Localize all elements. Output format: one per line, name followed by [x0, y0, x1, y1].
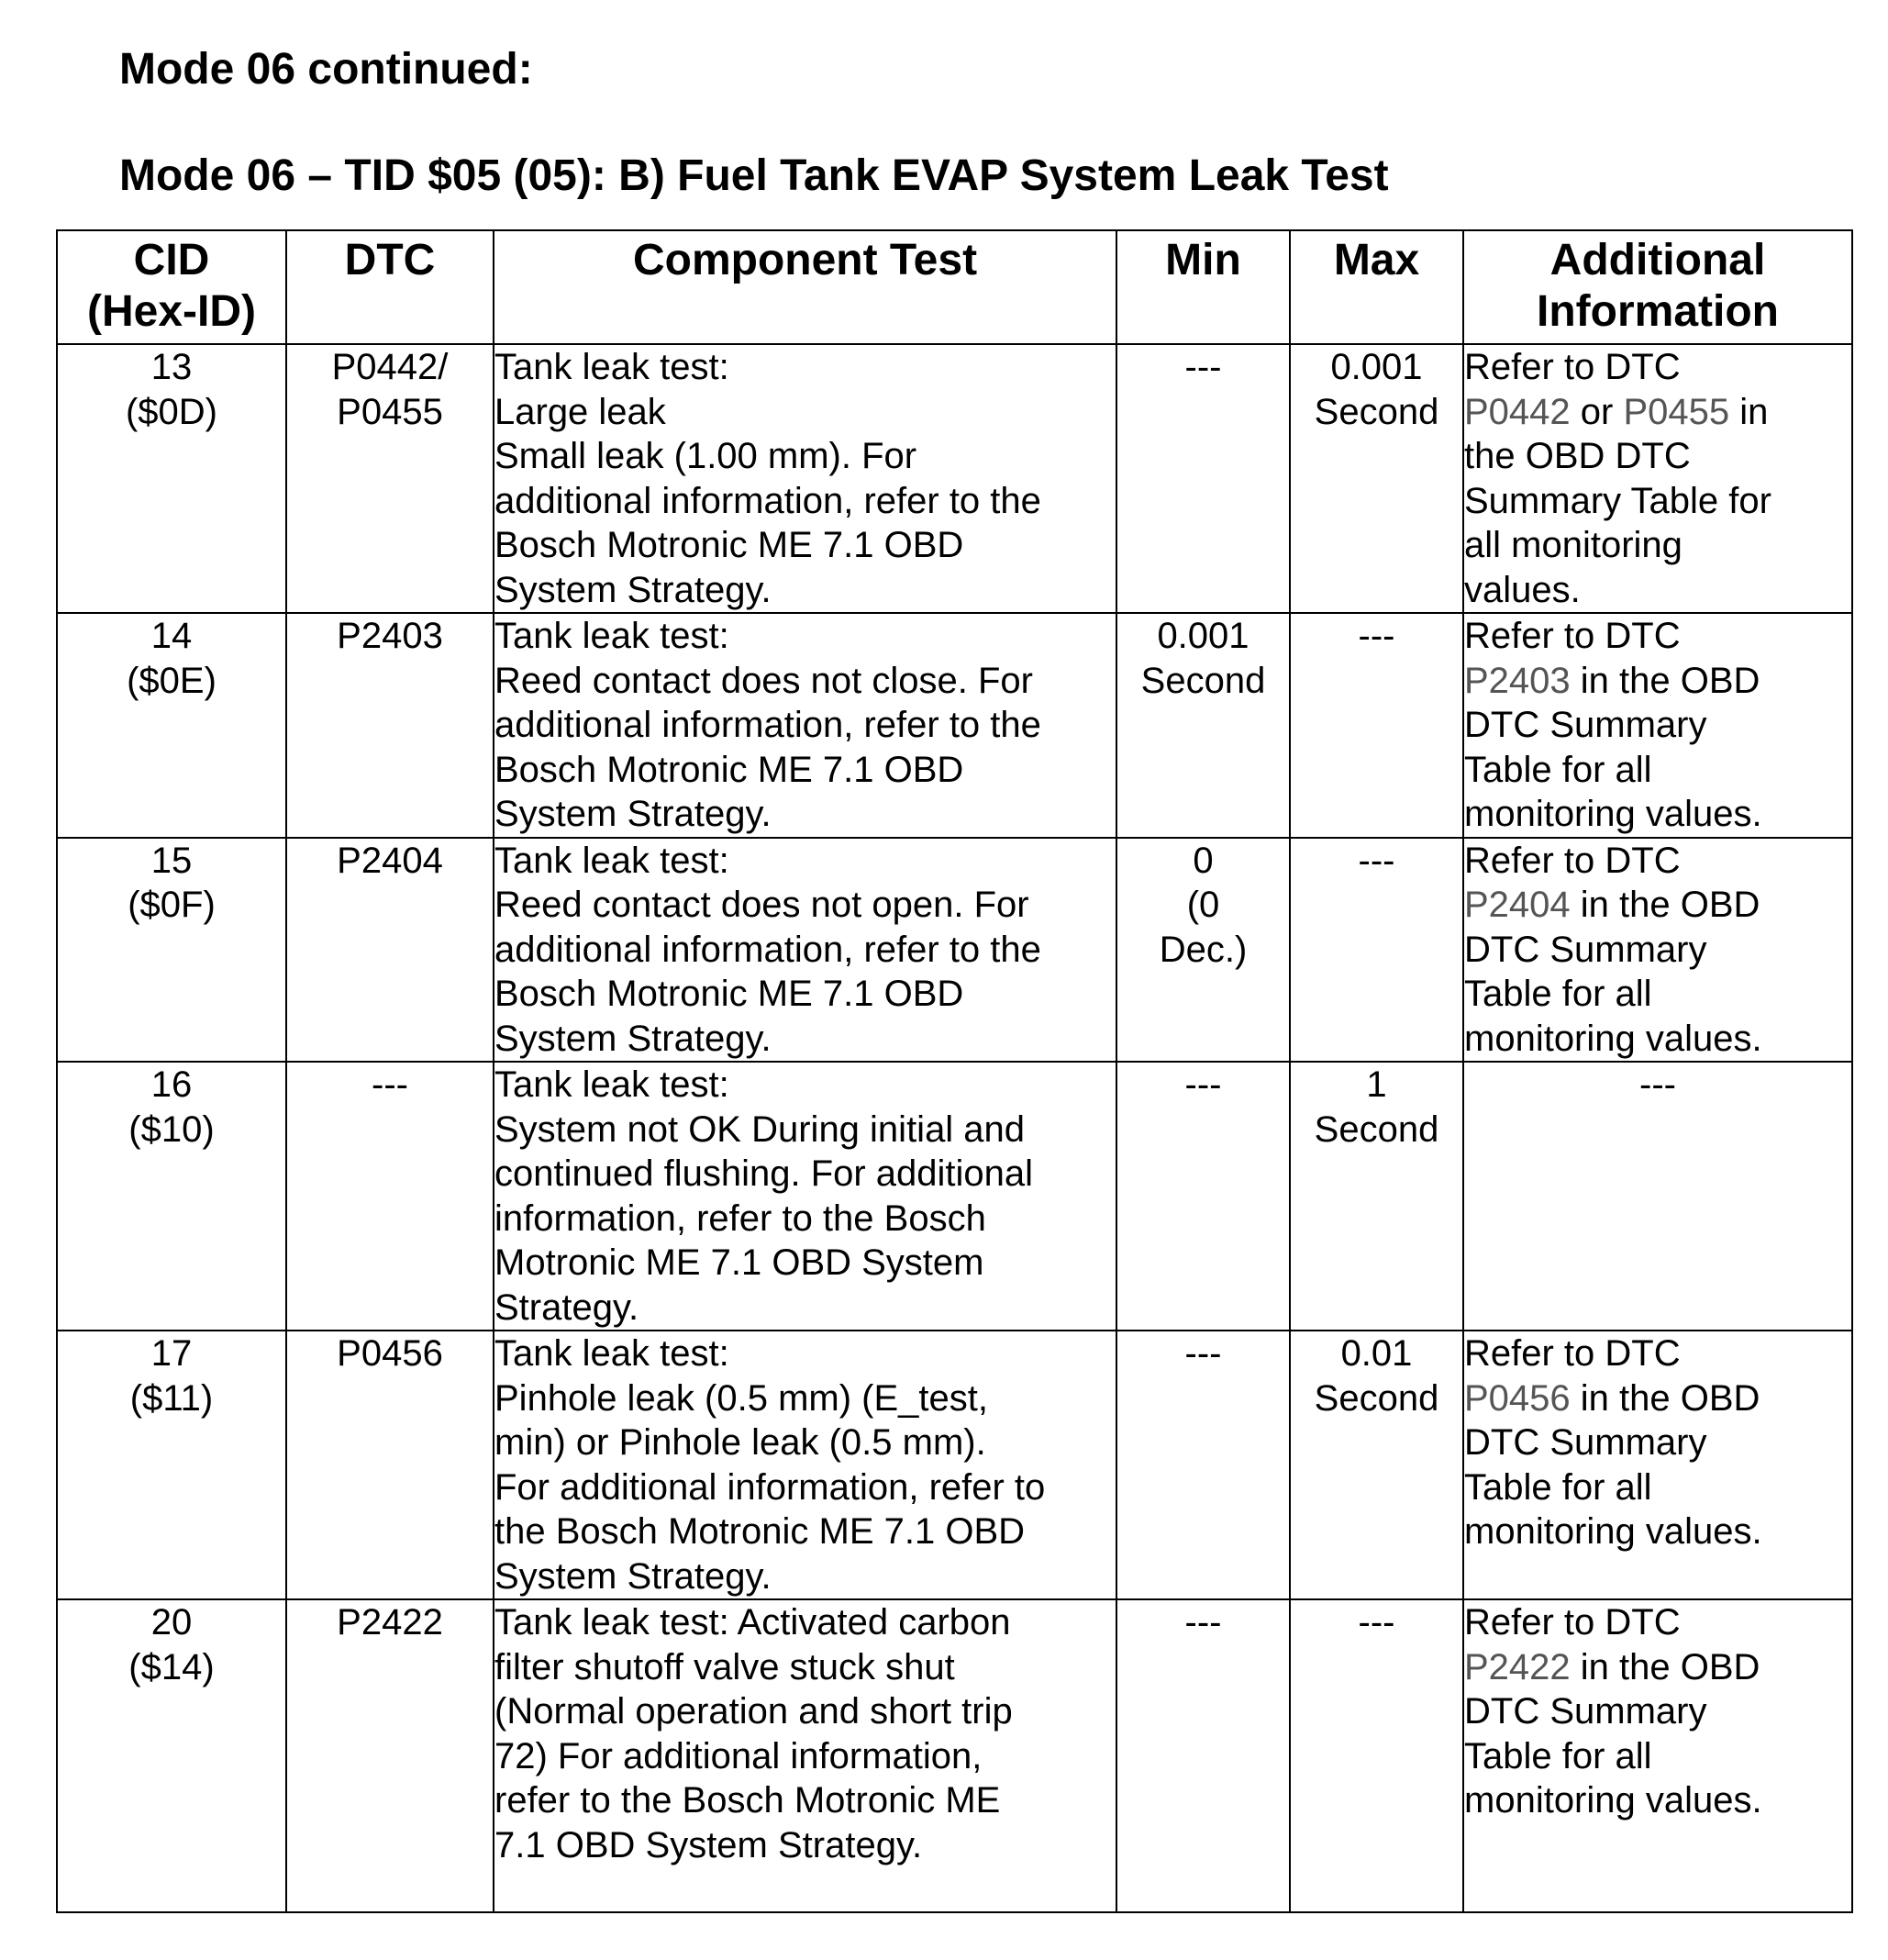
cell-dtc: P2404	[286, 838, 494, 1063]
cell-component-test: Tank leak test: Large leak Small leak (1.00 mm). For additional information, refer to the Bosch Motronic ME 7.1 OBD System Strategy.	[494, 344, 1116, 613]
cell-min: ---	[1116, 1331, 1290, 1599]
page-heading: Mode 06 continued:	[119, 45, 533, 94]
cell-dtc: ---	[286, 1062, 494, 1331]
cell-dtc: P0456	[286, 1331, 494, 1599]
dtc-reference: P0455	[1623, 391, 1730, 432]
cell-component-test: Tank leak test: System not OK During initial and continued flushing. For additional information, refer to the Bosch Motronic ME 7.1 OBD System Strategy.	[494, 1062, 1116, 1331]
cell-cid: 16 ($10)	[57, 1062, 286, 1331]
cell-component-test: Tank leak test: Reed contact does not close. For additional information, refer to the Bosch Motronic ME 7.1 OBD System Strategy.	[494, 613, 1116, 838]
cell-max: ---	[1290, 1599, 1463, 1912]
cell-min: 0 (0 Dec.)	[1116, 838, 1290, 1063]
cell-component-test: Tank leak test: Activated carbon filter shutoff valve stuck shut (Normal operation and short trip 72) For additional information, refer to the Bosch Motronic ME 7.1 OBD System Strategy.	[494, 1599, 1116, 1912]
cell-max: 0.001 Second	[1290, 344, 1463, 613]
header-additional-information: Additional Information	[1463, 230, 1852, 344]
table-row	[57, 838, 1852, 1063]
cell-cid: 14 ($0E)	[57, 613, 286, 838]
header-cid: CID (Hex-ID)	[57, 230, 286, 344]
cell-max: 0.01 Second	[1290, 1331, 1463, 1599]
table-row	[57, 1331, 1852, 1599]
header-component-test: Component Test	[494, 230, 1116, 344]
cell-additional-information: ---	[1463, 1062, 1852, 1331]
cell-dtc: P2403	[286, 613, 494, 838]
cell-cid: 15 ($0F)	[57, 838, 286, 1063]
cell-min: ---	[1116, 344, 1290, 613]
cell-min: 0.001 Second	[1116, 613, 1290, 838]
cell-additional-information: Refer to DTC P0442 or P0455 in the OBD DTC Summary Table for all monitoring values.	[1463, 344, 1852, 613]
table-header-row	[57, 230, 1852, 344]
cell-min: ---	[1116, 1599, 1290, 1912]
mode06-table	[56, 229, 1853, 1913]
cell-max: 1 Second	[1290, 1062, 1463, 1331]
cell-cid: 20 ($14)	[57, 1599, 286, 1912]
cell-component-test: Tank leak test: Pinhole leak (0.5 mm) (E_test, min) or Pinhole leak (0.5 mm). For additional information, refer to the Bosch Motronic ME 7.1 OBD System Strategy.	[494, 1331, 1116, 1599]
cell-additional-information: Refer to DTC P2403 in the OBD DTC Summary Table for all monitoring values.	[1463, 613, 1852, 838]
header-min: Min	[1116, 230, 1290, 344]
cell-additional-information: Refer to DTC P2404 in the OBD DTC Summary Table for all monitoring values.	[1463, 838, 1852, 1063]
cell-dtc: P0442/ P0455	[286, 344, 494, 613]
header-max: Max	[1290, 230, 1463, 344]
table-row	[57, 344, 1852, 613]
cell-additional-information: Refer to DTC P2422 in the OBD DTC Summary Table for all monitoring values.	[1463, 1599, 1852, 1912]
cell-min: ---	[1116, 1062, 1290, 1331]
table-row	[57, 1062, 1852, 1331]
table-title: Mode 06 – TID $05 (05): B) Fuel Tank EVAP System Leak Test	[119, 151, 1389, 200]
table-row	[57, 1599, 1852, 1912]
cell-additional-information: Refer to DTC P0456 in the OBD DTC Summary Table for all monitoring values.	[1463, 1331, 1852, 1599]
cell-cid: 17 ($11)	[57, 1331, 286, 1599]
table-row	[57, 613, 1852, 838]
cell-max: ---	[1290, 838, 1463, 1063]
dtc-reference: P2403	[1464, 660, 1571, 701]
dtc-reference: P0456	[1464, 1377, 1571, 1419]
dtc-reference: P2422	[1464, 1646, 1571, 1687]
cell-dtc: P2422	[286, 1599, 494, 1912]
cell-component-test: Tank leak test: Reed contact does not open. For additional information, refer to the Bosch Motronic ME 7.1 OBD System Strategy.	[494, 838, 1116, 1063]
cell-max: ---	[1290, 613, 1463, 838]
dtc-reference: P0442	[1464, 391, 1571, 432]
cell-cid: 13 ($0D)	[57, 344, 286, 613]
header-dtc: DTC	[286, 230, 494, 344]
dtc-reference: P2404	[1464, 885, 1571, 925]
